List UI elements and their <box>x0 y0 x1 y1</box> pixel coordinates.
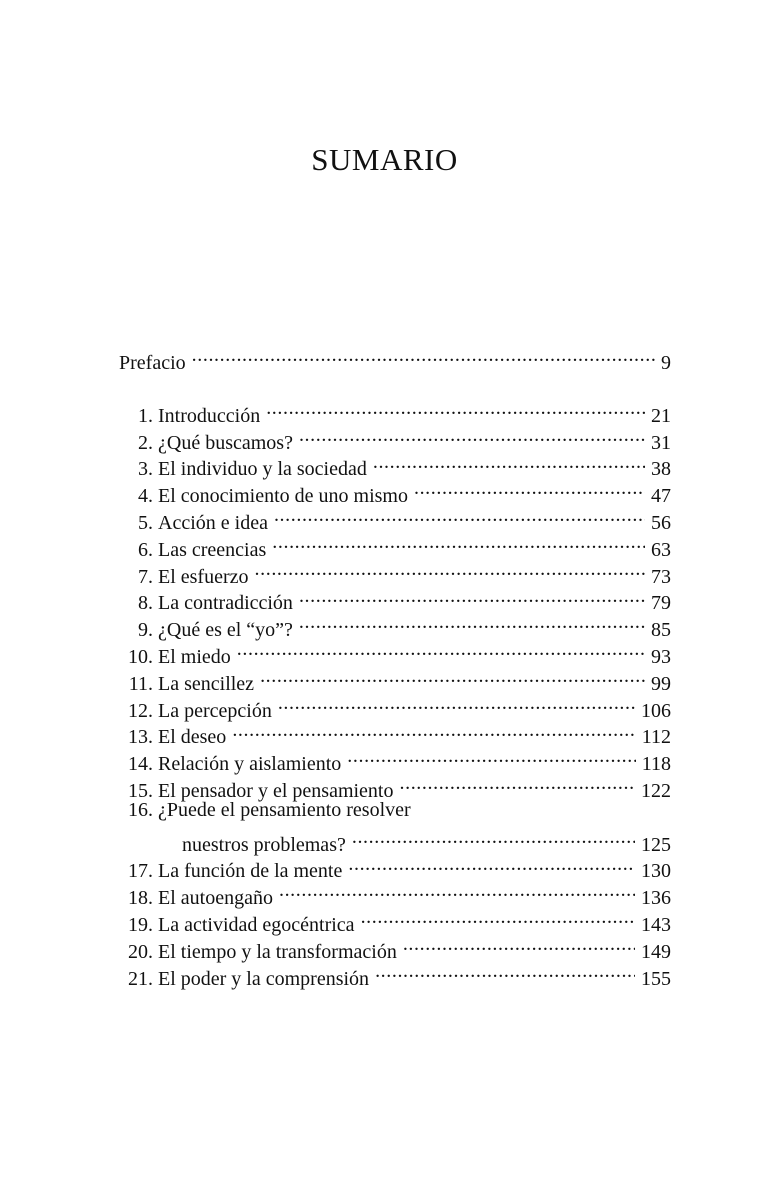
dot-leader <box>272 529 645 556</box>
toc-entry-page: 38 <box>651 458 671 481</box>
dot-leader <box>274 502 645 529</box>
toc-entry-number: 16. <box>128 798 153 821</box>
toc-entry-label: Las creencias <box>158 538 267 561</box>
toc-entry-page: 79 <box>651 592 671 615</box>
toc-entry-number: 14. <box>128 753 153 776</box>
toc-entry-label: El poder y la comprensión <box>158 967 370 990</box>
toc-entry-page: 63 <box>651 538 671 561</box>
dot-leader <box>299 583 645 610</box>
toc-entry-page: 47 <box>651 485 671 508</box>
toc-entry-label: ¿Qué buscamos? <box>158 431 293 454</box>
toc-entry-label: La contradicción <box>158 592 293 615</box>
toc-entry-page: 143 <box>641 913 671 936</box>
toc-entry-page: 56 <box>651 511 671 534</box>
toc-entry-number: 3. <box>138 458 153 481</box>
dot-leader <box>232 717 635 744</box>
toc-entry-label: ¿Puede el pensamiento resolver <box>158 798 411 821</box>
toc-entry-number: 6. <box>138 538 153 561</box>
toc-entry-preface <box>119 342 671 374</box>
toc-entry-number: 20. <box>128 940 153 963</box>
dot-leader <box>279 877 635 904</box>
dot-leader <box>403 931 635 958</box>
toc-entry-page: 31 <box>651 431 671 454</box>
toc-entry-page: 106 <box>641 699 671 722</box>
dot-leader <box>373 449 645 476</box>
toc-entry-number: 8. <box>138 592 153 615</box>
toc-entry-page: 93 <box>651 645 671 668</box>
toc-entry-page: 118 <box>641 753 671 776</box>
toc-entry <box>119 395 671 427</box>
toc-entry-label: El miedo <box>158 645 231 668</box>
toc-entry-number: 9. <box>138 619 153 642</box>
toc-entry-page: 99 <box>651 672 671 695</box>
toc-entry-number: 4. <box>138 485 153 508</box>
toc-entry-page: 125 <box>641 833 671 856</box>
dot-leader <box>400 770 636 797</box>
toc-entry-page: 73 <box>651 565 671 588</box>
dot-leader <box>266 395 645 422</box>
toc-entry-number: 10. <box>128 645 153 668</box>
toc-entry-label: El tiempo y la transformación <box>158 940 397 963</box>
toc-entry-page: 9 <box>661 351 671 374</box>
dot-leader <box>260 663 645 690</box>
page-title: SUMARIO <box>311 142 458 177</box>
toc-entry-number: 13. <box>128 726 153 749</box>
toc-entry-number: 12. <box>128 699 153 722</box>
dot-leader <box>278 690 635 717</box>
toc-entry-page: 112 <box>641 726 671 749</box>
toc-entry-label: ¿Qué es el “yo”? <box>158 619 293 642</box>
dot-leader <box>255 556 645 583</box>
dot-leader <box>352 824 635 851</box>
toc-entry-number: 19. <box>128 913 153 936</box>
toc-entry-label: El individuo y la sociedad <box>158 458 367 481</box>
toc-entry-label: La función de la mente <box>158 860 343 883</box>
toc-entry-number: 11. <box>128 672 153 695</box>
toc-entry-label: El pensador y el pensamiento <box>158 779 394 802</box>
toc-entry-label: El deseo <box>158 726 227 749</box>
toc-entry-label-continuation: nuestros problemas? <box>182 833 346 856</box>
toc-entry-page: 136 <box>641 887 671 910</box>
toc-entry-first-line <box>119 797 671 824</box>
toc-entry-page: 122 <box>641 779 671 802</box>
dot-leader <box>414 475 645 502</box>
dot-leader <box>348 851 635 878</box>
toc-entry-label: Acción e idea <box>158 511 268 534</box>
dot-leader <box>192 342 655 369</box>
preface-block <box>119 342 671 374</box>
dot-leader <box>299 609 645 636</box>
toc-entry-page: 130 <box>641 860 671 883</box>
toc-entry-label: El esfuerzo <box>158 565 249 588</box>
toc-entry-number: 17. <box>128 860 153 883</box>
dot-leader <box>375 958 635 985</box>
toc-entry-label: El autoengaño <box>158 887 273 910</box>
toc-entry-label: La percepción <box>158 699 272 722</box>
dot-leader <box>361 904 635 931</box>
toc-entry-number: 5. <box>138 511 153 534</box>
toc-entry-page: 21 <box>651 404 671 427</box>
toc-entry-label: Introducción <box>158 404 261 427</box>
toc-entry-page: 85 <box>651 619 671 642</box>
toc-entry-label: La actividad egocéntrica <box>158 913 355 936</box>
toc-entry-label: La sencillez <box>158 672 255 695</box>
toc-entry-number: 1. <box>138 404 153 427</box>
table-of-contents <box>119 395 671 990</box>
toc-entry-page: 149 <box>641 940 671 963</box>
dot-leader <box>237 636 645 663</box>
toc-entry-number: 2. <box>138 431 153 454</box>
toc-entry-page: 155 <box>641 967 671 990</box>
toc-entry-label: El conocimiento de uno mismo <box>158 485 408 508</box>
dot-leader <box>299 422 645 449</box>
toc-entry-number: 15. <box>128 779 153 802</box>
toc-entry-label: Relación y aislamiento <box>158 753 342 776</box>
toc-entry-number: 7. <box>138 565 153 588</box>
toc-entry-number: 21. <box>128 967 153 990</box>
toc-entry-label: Prefacio <box>119 351 186 374</box>
dot-leader <box>347 743 635 770</box>
toc-entry-number: 18. <box>128 887 153 910</box>
toc-entry-continuation <box>119 824 671 856</box>
